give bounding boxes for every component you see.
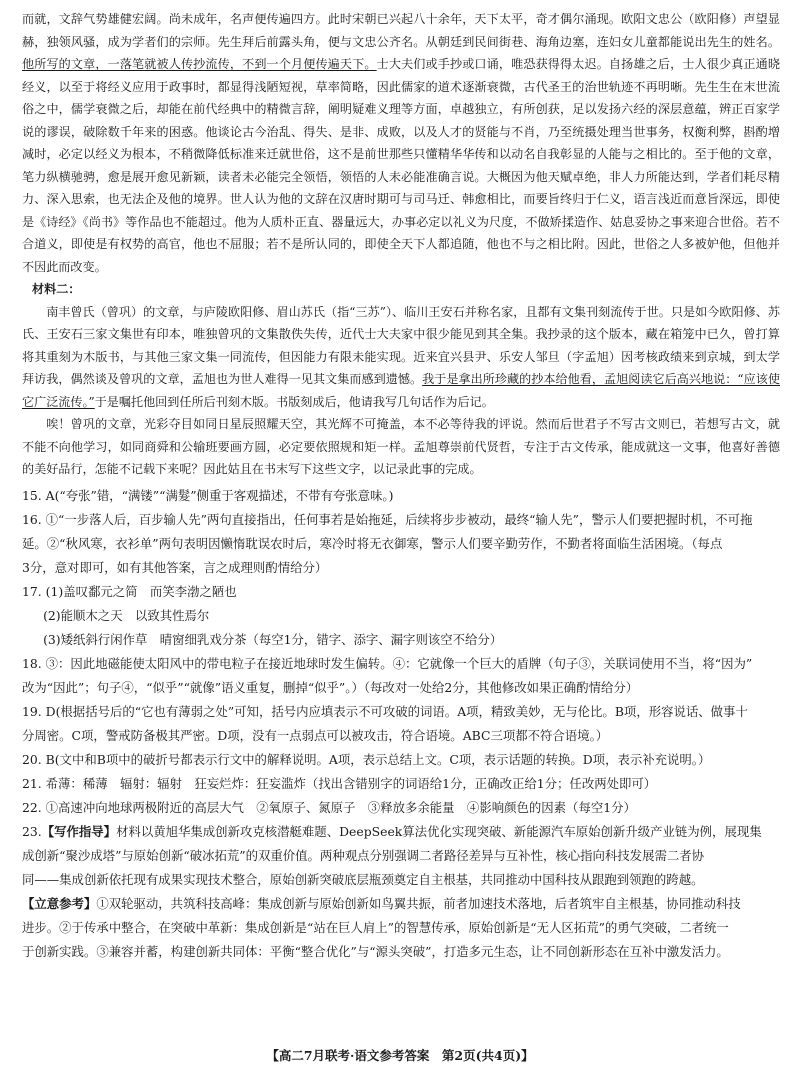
ideas-reference-label: 【立意参考】: [22, 895, 97, 911]
material1-paragraph: [22, 8, 780, 278]
answer-19-line-2: 分周密。C项，警戒防备极其严密。D项，没有一点弱点可以被攻击，符合语境。ABC三项都不符合语境。）: [22, 727, 609, 743]
writing-guide-label: 【写作指导】: [41, 823, 117, 839]
answer-16-line-2: 延。②“秋风寒，衣衫单”两句表明因懒惰耽误农时后，寒冷时将无衣御寒，警示人们要辛勤劳作，不勤者将面临生活困境。（每点: [22, 535, 723, 551]
answer-21: 21. 希薄：稀薄 辐射：辐射 狂妄烂炸：狂妄滥炸（找出含错别字的词语给1分，正确改正给1分；任改两处即可）: [22, 775, 657, 791]
answer-16-line-1: 16. ①“一步落人后，百步输人先”两句直接指出，任何事若是始拖延，后续将步步被动，最终“输人先”，警示人们要把握时机，不可拖: [22, 511, 753, 527]
material2-text-a: 南丰曾氏（曾巩）的文章，与庐陵欧阳修、眉山苏氏（指“三苏”）、临川王安石并称名家，且都有文集刊刻流传于世。只是如今欧阳修、苏氏、王安石三家文集世有印本，唯独曾巩的文集散佚失传，近代士大夫家中很少能见到其全集。我抄录的这个版本，藏在箱笼中已久，曾打算将其重刻为木版书，与其他三家文集一同流传，但因能力有限未能实现。近来宜兴县尹、乐安人邹旦（字孟旭）因考核政绩来到京城，到太学拜访我，偶然谈及曾巩的文章，孟旭也为世人难得一见其文集而感到遗憾。: [22, 304, 780, 386]
writing-guide-text-1: 材料以黄旭华集成创新攻克核潜艇难题、DeepSeek算法优化实现突破、新能源汽车原始创新升级产业链为例，展现集: [116, 823, 762, 839]
answer-18-line-1: 18. ③：因此地磁能使太阳风中的带电粒子在接近地球时发生偏转。④：它就像一个巨大的盾牌（句子③，关联词使用不当，将“因为”: [22, 655, 753, 671]
answer-23-guide-line-3: 同——集成创新依托现有成果实现技术整合，原始创新突破底层瓶颈奠定自主根基，共同推动中国科技从跟跑到领跑的跨越。: [22, 871, 704, 887]
answer-23-guide-line-1: 23.【写作指导】材料以黄旭华集成创新攻克核潜艇难题、DeepSeek算法优化实现突破、新能源汽车原始创新升级产业链为例，展现集: [22, 823, 762, 839]
material1-underlined-sentence: 他所写的文章，一落笔就被人传抄流传，不到一个月便传遍天下。: [22, 57, 377, 71]
answer-17-line-1: 17. (1)盖叹鄱元之简 而笑李渤之陋也: [22, 583, 237, 599]
material2-paragraph-1: [22, 301, 780, 414]
answer-15: 15. A(“夸张”错，“满镂”“满髮”侧重于客观描述，不带有夸张意味。): [22, 487, 394, 503]
answer-20: 20. B(文中和B项中的破折号都表示行文中的解释说明。A项，表示总结上文。C项，表示话题的转换。D项，表示补充说明。）: [22, 751, 711, 767]
material2-paragraph-2: 唉！曾巩的文章，光彩夺目如同日星辰照耀天空，其光辉不可掩盖，本不必等待我的评说。然而后世君子不写古文则已，若想写古文，就不能不向他学习，如同商舜和公输班要画方圆，必定要依照规和矩一样。孟旭尊崇前代贤哲，专注于古文传承，能成就这一文事，他喜好善德的美好品行，怎能不记载下来呢？因此姑且在书末写下这些文字，以记录此事的完成。: [22, 417, 780, 476]
page-footer: 【高二7月联考·语文参考答案 第2页(共4页)】: [266, 1048, 534, 1063]
answer-23-guide-line-2: 成创新“聚沙成塔”与原始创新“破冰拓荒”的双重价值。两种观点分别强调二者路径差异与互补性，核心指向科技发展需二者协: [22, 847, 705, 863]
answer-17-line-3: (3)矮纸斜行闲作草 晴窗细乳戏分茶（每空1分，错字、添字、漏字则该空不给分）: [43, 631, 503, 647]
answer-22: 22. ①高速冲向地球两极附近的高层大气 ②氧原子、氮原子 ③释放多余能量 ④影响颜色的因素（每空1分）: [22, 799, 636, 815]
answer-23-ideas-line-1: [22, 892, 780, 916]
answer-18-line-2: 改为“因此”；句子④，“似乎”“就像”语义重复，删掉“似乎”。）（每改对一处给2分，其他修改如果正确酌情给分）: [22, 679, 639, 695]
answer-17-line-2: (2)能顺木之天 以致其性焉尔: [43, 607, 210, 623]
material1-text-a: 而就，文辞气势雄健宏阔。尚未成年，名声便传遍四方。此时宋朝已兴起八十余年，天下太平，奇才偶尔涌现。欧阳文忠公（欧阳修）声望显赫，独领风骚，成为学者们的宗师。先生拜后前露头角，便与文忠公齐名。从朝廷到民间街巷、海角边塞，连妇女儿童都能说出先生的姓名。: [22, 12, 780, 49]
answer-23-ideas-line-2: 进步。②于传承中整合，在突破中革新：集成创新是“站在巨人肩上”的智慧传承，原始创新是“无人区拓荒”的勇气突破，二者统一: [22, 919, 729, 935]
answer-19-line-1: 19. D(根据括号后的“它也有薄弱之处”可知，括号内应填表示不可攻破的词语。A项，精致美妙，无与伦比。B项，形容说话、做事十: [22, 703, 748, 719]
answers-section: [22, 484, 780, 964]
material2-heading: 材料二：: [32, 282, 81, 296]
material1-text-b: 士大夫们或手抄或口诵，唯恐获得得太迟。自扬雄之后，士人很少真正通晓经义，以至于将经义应用于政事时，都显得浅陋短视，草率简略，因此儒家的道术逐渐衰微，古代圣王的治世轨迹不再明晰。先生生在末世流俗之中，儒学衰微之后，却能在前代经典中的精微言辞，阐明疑难义理等方面，卓越独立，有所创获，足以发扬六经的深层意蕴，辨正百家学说的谬误，破除数千年来的困惑。他谈论古今治乱、得失、是非、成败，以及人才的贤能与不肖，乃至统摄处理当世事务，权衡利弊，斟酌增减时，必定以经义为根本，不稍微降低标准来迁就世俗，这不是前世那些只懂精华华传和以动名自我彰显的人能与之相比的。至于他的文章，笔力纵横驰骋，愈是展开愈见新颖，读者未必能完全领悟，领悟的人未必能准确言说。大概因为他天赋卓绝，非人力所能达到，学者们耗尽精力、深入思索，也无法企及他的境界。世人认为他的文辞在汉唐时期可与司马迁、韩愈相比，而要旨终归于仁义，语言浅近而意旨深远，即使是《诗经》《尚书》等作品也不能超过。他为人质朴正直、器量远大，办事必定以礼义为尺度，不做矫揉造作、姑息妥协之事来迎合世俗。若不合道义，即使是有权势的高官，他也不屈服；若不是所认同的，即使全天下人都追随，他也不与之相比附。因此，世俗之人多被妒他，但他并不因此而改变。: [22, 57, 780, 274]
answer-sheet-page: [22, 8, 780, 964]
material2-underlined-sentence: 我于是拿出所珍藏的抄本给他看，孟旭阅读它后高兴地说：“应该使它广泛流传。”: [22, 372, 780, 409]
answer-16-line-3: 3分，意对即可，如有其他答案，言之成理则酌情给分）: [22, 559, 328, 575]
material2-text-b: 于是嘱托他回到任所后刊刻木版。书版刻成后，他请我写几句话作为后记。: [94, 394, 494, 409]
answer-23-ideas-line-3: 于创新实践。③兼容并蓄，构建创新共同体：平衡“整合优化”与“源头突破”，打造多元生态，让不同创新形态在互补中激发活力。: [22, 943, 729, 959]
ideas-reference-text-1: ①双轮驱动，共筑科技高峰：集成创新与原始创新如鸟翼共振，前者加速技术落地，后者筑牢自主根基，协同推动科技: [96, 895, 741, 911]
